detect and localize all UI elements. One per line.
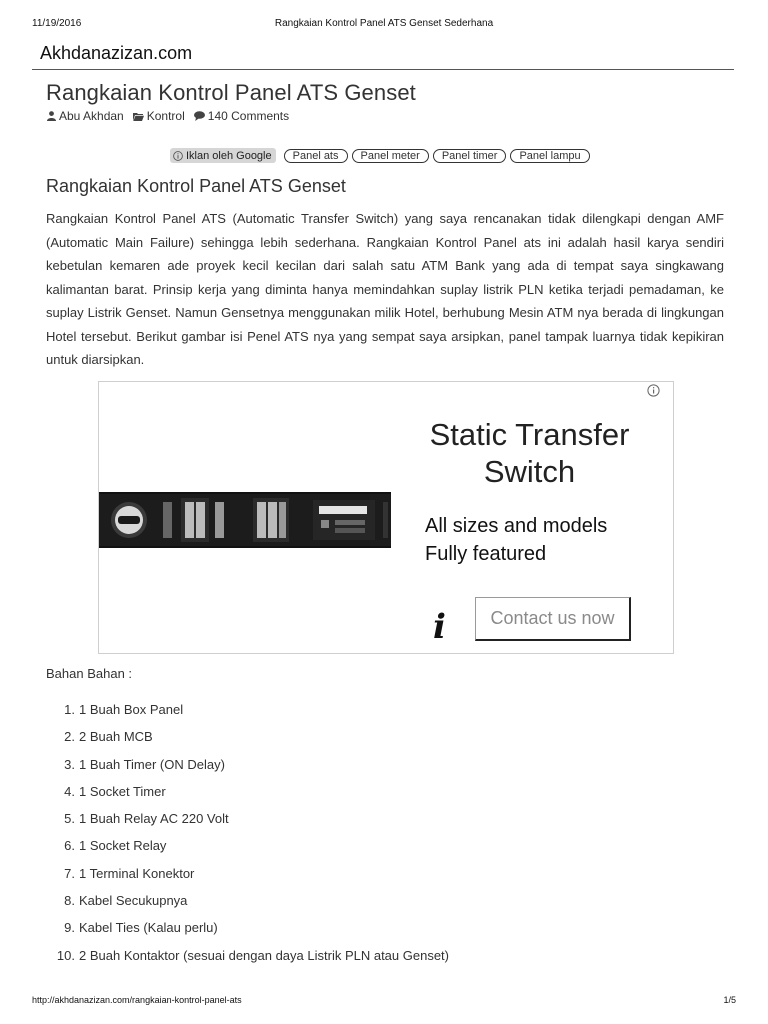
ad-link-panel-ats[interactable]: Panel ats bbox=[284, 149, 348, 163]
ad-info-icon[interactable] bbox=[647, 384, 660, 397]
materials-label: Bahan Bahan : bbox=[46, 666, 133, 681]
info-icon bbox=[173, 151, 183, 161]
list-item bbox=[40, 808, 449, 835]
ad-banner[interactable] bbox=[98, 381, 674, 654]
ad-label[interactable] bbox=[170, 148, 276, 163]
list-text: 2 Buah MCB bbox=[79, 729, 153, 745]
comment-icon bbox=[194, 111, 205, 121]
category-name: Kontrol bbox=[146, 109, 185, 123]
list-item bbox=[40, 945, 449, 972]
comments-count: 140 Comments bbox=[207, 109, 290, 123]
ad-link-panel-meter[interactable]: Panel meter bbox=[352, 149, 429, 163]
google-ad-links bbox=[170, 148, 594, 163]
ad-heading-line-2: Switch bbox=[483, 454, 576, 489]
section-heading: Rangkaian Kontrol Panel ATS Genset bbox=[46, 176, 346, 196]
list-text: Kabel Secukupnya bbox=[79, 893, 188, 909]
post-meta bbox=[47, 109, 298, 123]
site-divider bbox=[32, 69, 734, 70]
list-text: Kabel Ties (Kalau perlu) bbox=[79, 920, 218, 936]
print-url: http://akhdanazizan.com/rangkaian-kontrol-panel-ats bbox=[32, 995, 242, 1005]
list-number: 8. bbox=[64, 893, 75, 909]
contact-us-button[interactable]: Contact us now bbox=[475, 597, 631, 641]
list-number: 7. bbox=[64, 865, 75, 881]
ad-subtext bbox=[425, 512, 607, 568]
ad-link-panel-lampu[interactable]: Panel lampu bbox=[510, 149, 589, 163]
ad-label-text: Iklan oleh Google bbox=[186, 149, 272, 162]
list-number: 9. bbox=[64, 920, 75, 936]
intro-paragraph: Rangkaian Kontrol Panel ATS (Automatic Transfer Switch) yang saya rencanakan tidak dilengkapi dengan AMF (Automatic Main Failure) sehingga lebih sederhana. Rangkaian Kontrol Panel ats ini adalah hasil karya sendiri kebetulan kemaren ade proyek kecil kecilan dari salah satu ATM Bank yang ada di tempat saya singkawang kalimantan barat. Prinsip kerja yang diminta hanya memindahkan suplay listrik PLN ketika terjadi pemadaman, ke suplay Listrik Genset. Namun Gensetnya menggunakan milik Hotel, berhubung Mesin ATM nya berada di lingkungan Hotel tersebut. Berikut gambar isi Penel ATS nya yang sempat saya arsipkan, panel tampak luarnya tidak kepikiran untuk diarsipkan. bbox=[46, 211, 724, 367]
list-number: 1. bbox=[64, 702, 75, 717]
user-icon bbox=[47, 111, 56, 121]
post-title: Rangkaian Kontrol Panel ATS Genset bbox=[46, 80, 416, 105]
list-item bbox=[40, 754, 449, 781]
list-item bbox=[40, 917, 449, 944]
list-number: 4. bbox=[64, 783, 75, 799]
author-name: Abu Akhdan bbox=[59, 109, 124, 123]
list-item bbox=[40, 863, 449, 890]
list-number: 2. bbox=[64, 729, 75, 745]
ad-heading bbox=[421, 416, 638, 490]
list-text: 1 Terminal Konektor bbox=[79, 865, 195, 881]
ad-info-glyph[interactable]: i bbox=[433, 607, 446, 647]
list-text: 2 Buah Kontaktor (sesuai dengan daya Listrik PLN atau Genset) bbox=[79, 947, 449, 963]
list-text: 1 Buah Timer (ON Delay) bbox=[79, 756, 225, 772]
list-number: 6. bbox=[64, 838, 75, 854]
list-item bbox=[40, 699, 449, 726]
print-page-title: Rangkaian Kontrol Panel ATS Genset Sederhana bbox=[274, 18, 494, 29]
ad-sub-line-2: Fully featured bbox=[425, 543, 547, 565]
list-item bbox=[40, 835, 449, 862]
list-number: 5. bbox=[64, 811, 75, 827]
transfer-switch-image bbox=[99, 492, 391, 548]
materials-list bbox=[40, 699, 449, 972]
print-page-number: 1/5 bbox=[723, 995, 736, 1005]
ad-link-panel-timer[interactable]: Panel timer bbox=[433, 149, 507, 163]
author-link[interactable] bbox=[47, 109, 124, 123]
print-date: 11/19/2016 bbox=[32, 18, 82, 29]
list-number: 3. bbox=[64, 756, 75, 772]
ad-heading-line-1: Static Transfer bbox=[429, 417, 630, 452]
ad-sub-line-1: All sizes and models bbox=[425, 515, 608, 537]
folder-icon bbox=[133, 112, 144, 121]
site-title[interactable]: Akhdanazizan.com bbox=[40, 43, 193, 63]
comments-link[interactable] bbox=[194, 109, 289, 123]
category-link[interactable] bbox=[133, 109, 185, 123]
list-text: 1 Buah Box Panel bbox=[79, 702, 184, 717]
list-text: 1 Buah Relay AC 220 Volt bbox=[79, 811, 229, 827]
list-text: 1 Socket Relay bbox=[79, 838, 167, 854]
list-text: 1 Socket Timer bbox=[79, 783, 166, 799]
list-number: 10. bbox=[56, 947, 75, 963]
list-item bbox=[40, 726, 449, 753]
list-item bbox=[40, 781, 449, 808]
list-item bbox=[40, 890, 449, 917]
